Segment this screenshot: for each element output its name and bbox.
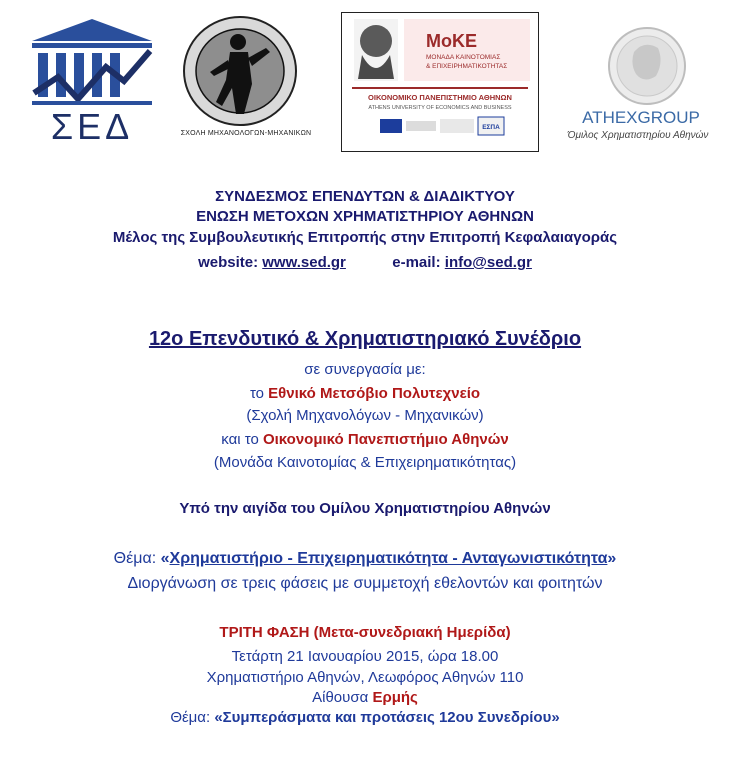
moke-university-en: ATHENS UNIVERSITY OF ECONOMICS AND BUSINESS [368,105,512,111]
ntua-caption: ΣΧΟΛΗ ΜΗΧΑΝΟΛΟΓΩΝ-ΜΗΧΑΝΙΚΩΝ [180,130,312,137]
phase-title: ΤΡΙΤΗ ΦΑΣΗ (Μετα-συνεδριακή Ημερίδα) [219,624,511,641]
conference-theme [0,549,730,569]
header-line-2: ΕΝΩΣΗ ΜΕΤΟΧΩΝ ΧΡΗΜΑΤΙΣΤΗΡΙΟΥ ΑΘΗΝΩΝ [196,208,534,225]
athex-subtitle: Όμιλος Χρηματιστηρίου Αθηνών [567,130,709,141]
moke-title: MoKE [426,31,477,51]
phase-date: Τετάρτη 21 Ιανουαρίου 2015, ώρα 18.00 [231,648,499,665]
contact-line [0,254,730,272]
partner-2-name: Οικονομικό Πανεπιστήμιο Αθηνών [262,431,509,448]
moke-logo-art [342,13,538,151]
organization-text: Διοργάνωση σε τρεις φάσεις με συμμετοχή εθελοντών και φοιτητών [127,575,603,592]
moke-subtitle-2: & ΕΠΙΧΕΙΡΗΜΑΤΙΚΟΤΗΤΑΣ [426,63,508,70]
sed-logo [28,15,156,143]
theme-label: Θέμα: [113,550,157,567]
email-link[interactable]: info@sed.gr [444,254,532,271]
sed-logo-text: ΣΕΔ [50,106,134,143]
website-link[interactable]: www.sed.gr [262,254,346,271]
partner-1-prefix: το [249,385,264,402]
phase-venue: Χρηματιστήριο Αθηνών, Λεωφόρος Αθηνών 110 [206,669,524,686]
email-label: e-mail: [392,254,441,271]
partner-1-name: Εθνικό Μετσόβιο Πολυτεχνείο [268,385,481,402]
room-name: Ερμής [372,689,418,706]
collab-text: σε συνεργασία με: [304,361,426,378]
website-label: website: [198,254,259,271]
partner-2 [0,431,730,449]
phase-theme-text: «Συμπεράσματα και προτάσεις 12ου Συνεδρίου» [214,709,560,726]
theme-text: Χρηματιστήριο - Επιχειρηματικότητα - Ανταγωνιστικότητα [169,550,608,567]
athex-coin-logo [582,22,712,112]
header-line-1: ΣΥΝΔΕΣΜΟΣ ΕΠΕΝΔΥΤΩΝ & ΔΙΑΔΙΚΤΥΟΥ [215,188,515,205]
ntua-logo [180,14,300,128]
theme-open-quote: « [160,550,170,567]
partner-1 [0,385,730,403]
partner-2-prefix: και το [221,431,259,448]
partner-1-detail: (Σχολή Μηχανολόγων - Μηχανικών) [246,407,484,424]
conference-title: 12ο Επενδυτικό & Χρηματιστηριακό Συνέδριο [148,328,582,350]
auspices: Υπό την αιγίδα του Ομίλου Χρηματιστηρίου Αθηνών [179,500,551,517]
moke-espa-badge: ΕΣΠΑ [482,124,500,131]
athex-name: ATHEXGROUP [582,108,700,127]
theme-close-quote: » [607,550,617,567]
phase-theme [0,709,730,727]
phase-room [0,689,730,707]
partner-2-detail: (Μονάδα Καινοτομίας & Επιχειρηματικότητας) [213,454,517,471]
moke-logo [341,12,539,152]
header-line-3: Μέλος της Συμβουλευτικής Επιτροπής στην Επιτροπή Κεφαλαιαγοράς [112,229,618,246]
moke-subtitle-1: ΜΟΝΑΔΑ ΚΑΙΝΟΤΟΜΙΑΣ [426,54,501,61]
phase-theme-label: Θέμα: [170,709,211,726]
moke-university-gr: ΟΙΚΟΝΟΜΙΚΟ ΠΑΝΕΠΙΣΤΗΜΙΟ ΑΘΗΝΩΝ [368,93,512,102]
room-label: Αίθουσα [312,689,369,706]
